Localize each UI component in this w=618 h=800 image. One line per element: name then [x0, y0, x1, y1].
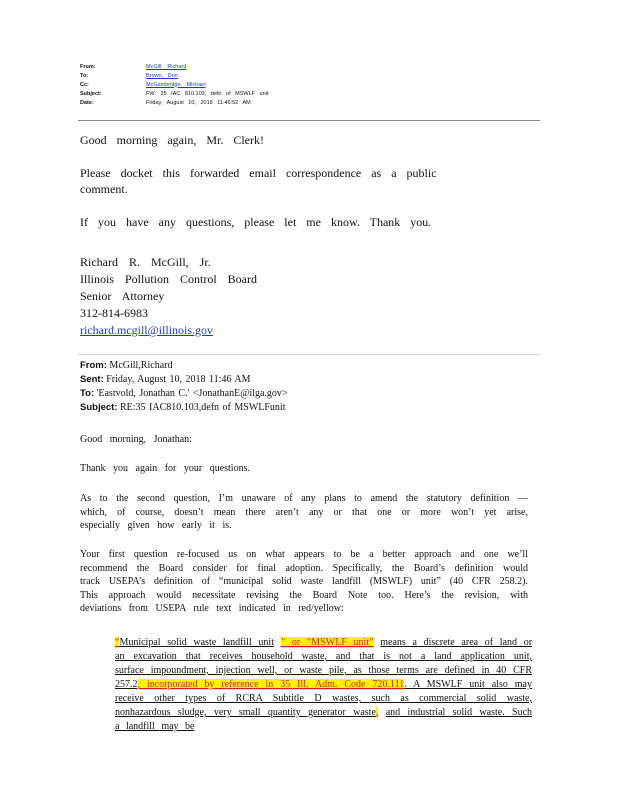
fwd-to-label: To:	[80, 388, 95, 399]
subject-value: FW: 35 IAC 810.103, defn of MSWLF unit	[146, 90, 269, 97]
reply-paragraph-1: As to the second question, I’m unaware of any plans to amend the statutory definition —which, of course, doesn’t mean there aren’t any or that one or more won’t yet arise, especially given how early it is.	[80, 493, 528, 531]
message-paragraph-2: If you have any questions, please let me know. Thank you.	[80, 215, 432, 229]
forwarded-header	[80, 359, 520, 415]
subject-label: Subject:	[80, 90, 102, 97]
message-body	[80, 132, 520, 230]
signature-email-link[interactable]: richard.mcgill@illinois.gov	[80, 323, 214, 337]
definition-part-4: and industrial solid waste. Such a landfill may be	[115, 707, 533, 732]
cc-value[interactable]: McGambridge, Michael	[146, 81, 206, 88]
fwd-from-value: McGill,Richard	[109, 360, 173, 371]
reply-paragraph-2: Your first question re-focused us on what appears to be a better approach and one we’ll recommend the Board consider for final adoption. Specifically, the Board’s definition would track USEPA’s definition of “municipal solid waste landfill (MSWLF) unit” (40 CFR 258.2). This approach would necessitate revising the Board Note too. Here’s the revision, with deviations from USEPA rule text indicated in red/yellow:	[80, 549, 528, 614]
reply-greeting: Good morning, Jonathan:	[80, 434, 192, 445]
from-value[interactable]: McGill, Richard	[146, 63, 187, 70]
fwd-subject-value: RE:35 IAC810.103,defn of MSWLFunit	[119, 402, 286, 413]
signature-title: Senior Attorney	[80, 289, 165, 303]
from-label: From:	[80, 63, 96, 70]
greeting: Good morning again, Mr. Clerk!	[80, 133, 264, 147]
to-label: To:	[80, 72, 89, 79]
fwd-subject-label: Subject:	[80, 402, 118, 413]
cc-label: Cc:	[80, 81, 89, 88]
reply-thanks: Thank you again for your questions.	[80, 463, 250, 474]
definition-part-1: Municipal solid waste landfill unit	[119, 637, 274, 648]
insert-open-quote: “	[115, 637, 120, 648]
signature-org: Illinois Pollution Control Board	[80, 272, 258, 286]
date-value: Friday, August 10, 2018 11:46:52 AM	[146, 99, 251, 106]
definition-part-2: means a discrete area of land or an excavation that receives household waste, and that is not a land application unit, surface impoundment, injection well, or waste pile, as those terms are defined in 40 CFR 257.2	[115, 637, 533, 690]
insert-incorporated-by-reference: , incorporated by reference in 35 Ill. Adm. Code 720.111	[137, 679, 405, 690]
definition-part-3: . A MSWLF unit also may receive other types of RCRA Subtitle D wastes, such as commercial solid waste, nonhazardous sludge, very small quantity generator waste	[115, 679, 532, 718]
signature-name: Richard R. McGill, Jr.	[80, 255, 211, 269]
fwd-from-label: From:	[80, 360, 107, 371]
insert-mswlf-unit: ” or “MSWLF unit”	[280, 637, 374, 648]
quoted-definition	[115, 636, 532, 734]
message-paragraph-1: Please docket this forwarded email correspondence as a public comment.	[80, 166, 437, 196]
signature-phone: 312-814-6983	[80, 306, 148, 320]
fwd-sent-value: Friday, August 10, 2018 11:46 AM	[106, 374, 251, 385]
header-divider	[78, 120, 540, 121]
fwd-to-value: 'Eastvold, Jonathan C.' <JonathanE@ilga.gov>	[96, 388, 288, 399]
signature-block	[80, 254, 380, 339]
insert-comma: ,	[375, 707, 379, 718]
to-value[interactable]: Brown, Don	[146, 72, 178, 79]
email-header	[80, 62, 540, 107]
date-label: Date:	[80, 99, 94, 106]
forward-divider	[78, 354, 540, 355]
fwd-sent-label: Sent:	[80, 374, 104, 385]
